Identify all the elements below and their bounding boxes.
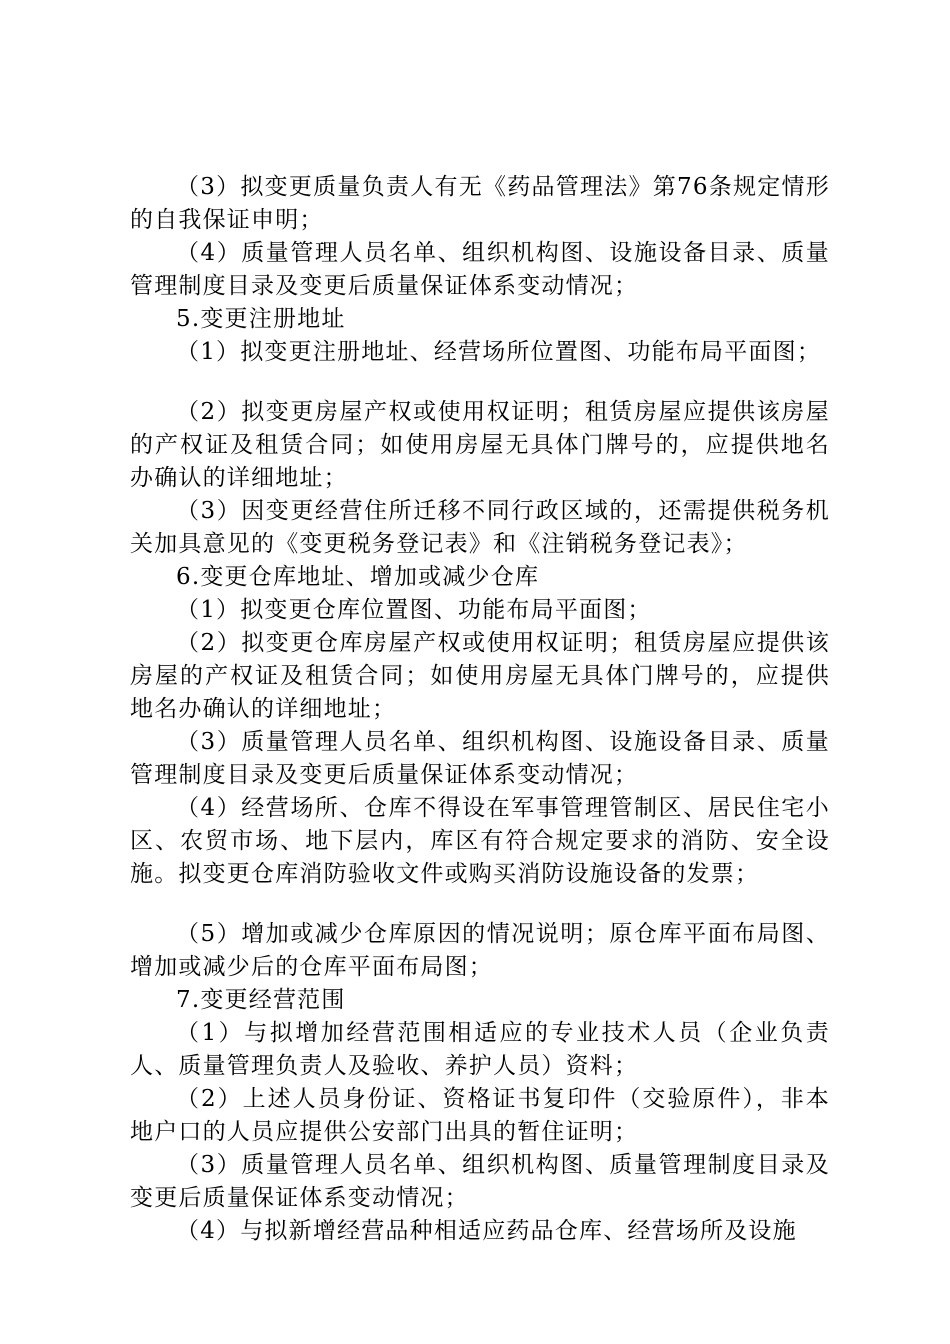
paragraph-5-3: （3）因变更经营住所迁移不同行政区域的，还需提供税务机关加具意见的《变更税务登记表》和《注销税务登记表》； [130, 498, 830, 557]
section-heading-6: 6.变更仓库地址、增加或减少仓库 [176, 564, 540, 590]
paragraph-3-quality-head-statement: （3）拟变更质量负责人有无《药品管理法》第76条规定情形的自我保证申明； [130, 174, 830, 233]
paragraph-6-5: （5）增加或减少仓库原因的情况说明；原仓库平面布局图、增加或减少后的仓库平面布局图； [130, 921, 830, 980]
paragraph-6-2: （2）拟变更仓库房屋产权或使用权证明；租赁房屋应提供该房屋的产权证及租赁合同；如使用房屋无具体门牌号的，应提供地名办确认的详细地址； [130, 630, 830, 722]
paragraph-5-1: （1）拟变更注册地址、经营场所位置图、功能布局平面图； [176, 339, 822, 365]
paragraph-7-1: （1）与拟增加经营范围相适应的专业技术人员（企业负责人、质量管理负责人及验收、养护人员）资料； [130, 1020, 830, 1079]
paragraph-7-3: （3）质量管理人员名单、组织机构图、质量管理制度目录及变更后质量保证体系变动情况； [130, 1152, 830, 1211]
paragraph-4-quality-staff-list: （4）质量管理人员名单、组织机构图、设施设备目录、质量管理制度目录及变更后质量保证体系变动情况； [130, 240, 830, 299]
paragraph-7-2: （2）上述人员身份证、资格证书复印件（交验原件），非本地户口的人员应提供公安部门出具的暂住证明； [130, 1086, 830, 1145]
section-heading-7: 7.变更经营范围 [176, 987, 346, 1013]
paragraph-6-4: （4）经营场所、仓库不得设在军事管理管制区、居民住宅小区、农贸市场、地下层内，库区有符合规定要求的消防、安全设施。拟变更仓库消防验收文件或购买消防设施设备的发票； [130, 795, 830, 887]
paragraph-7-4: （4）与拟新增经营品种相适应药品仓库、经营场所及设施 [176, 1218, 797, 1244]
paragraph-5-2: （2）拟变更房屋产权或使用权证明；租赁房屋应提供该房屋的产权证及租赁合同；如使用房屋无具体门牌号的，应提供地名办确认的详细地址； [130, 399, 830, 491]
paragraph-6-1: （1）拟变更仓库位置图、功能布局平面图； [176, 597, 652, 623]
section-heading-5: 5.变更注册地址 [176, 306, 346, 332]
document-page [130, 171, 830, 1248]
paragraph-gap [130, 891, 830, 918]
paragraph-gap [130, 369, 830, 396]
paragraph-6-3: （3）质量管理人员名单、组织机构图、设施设备目录、质量管理制度目录及变更后质量保证体系变动情况； [130, 729, 830, 788]
